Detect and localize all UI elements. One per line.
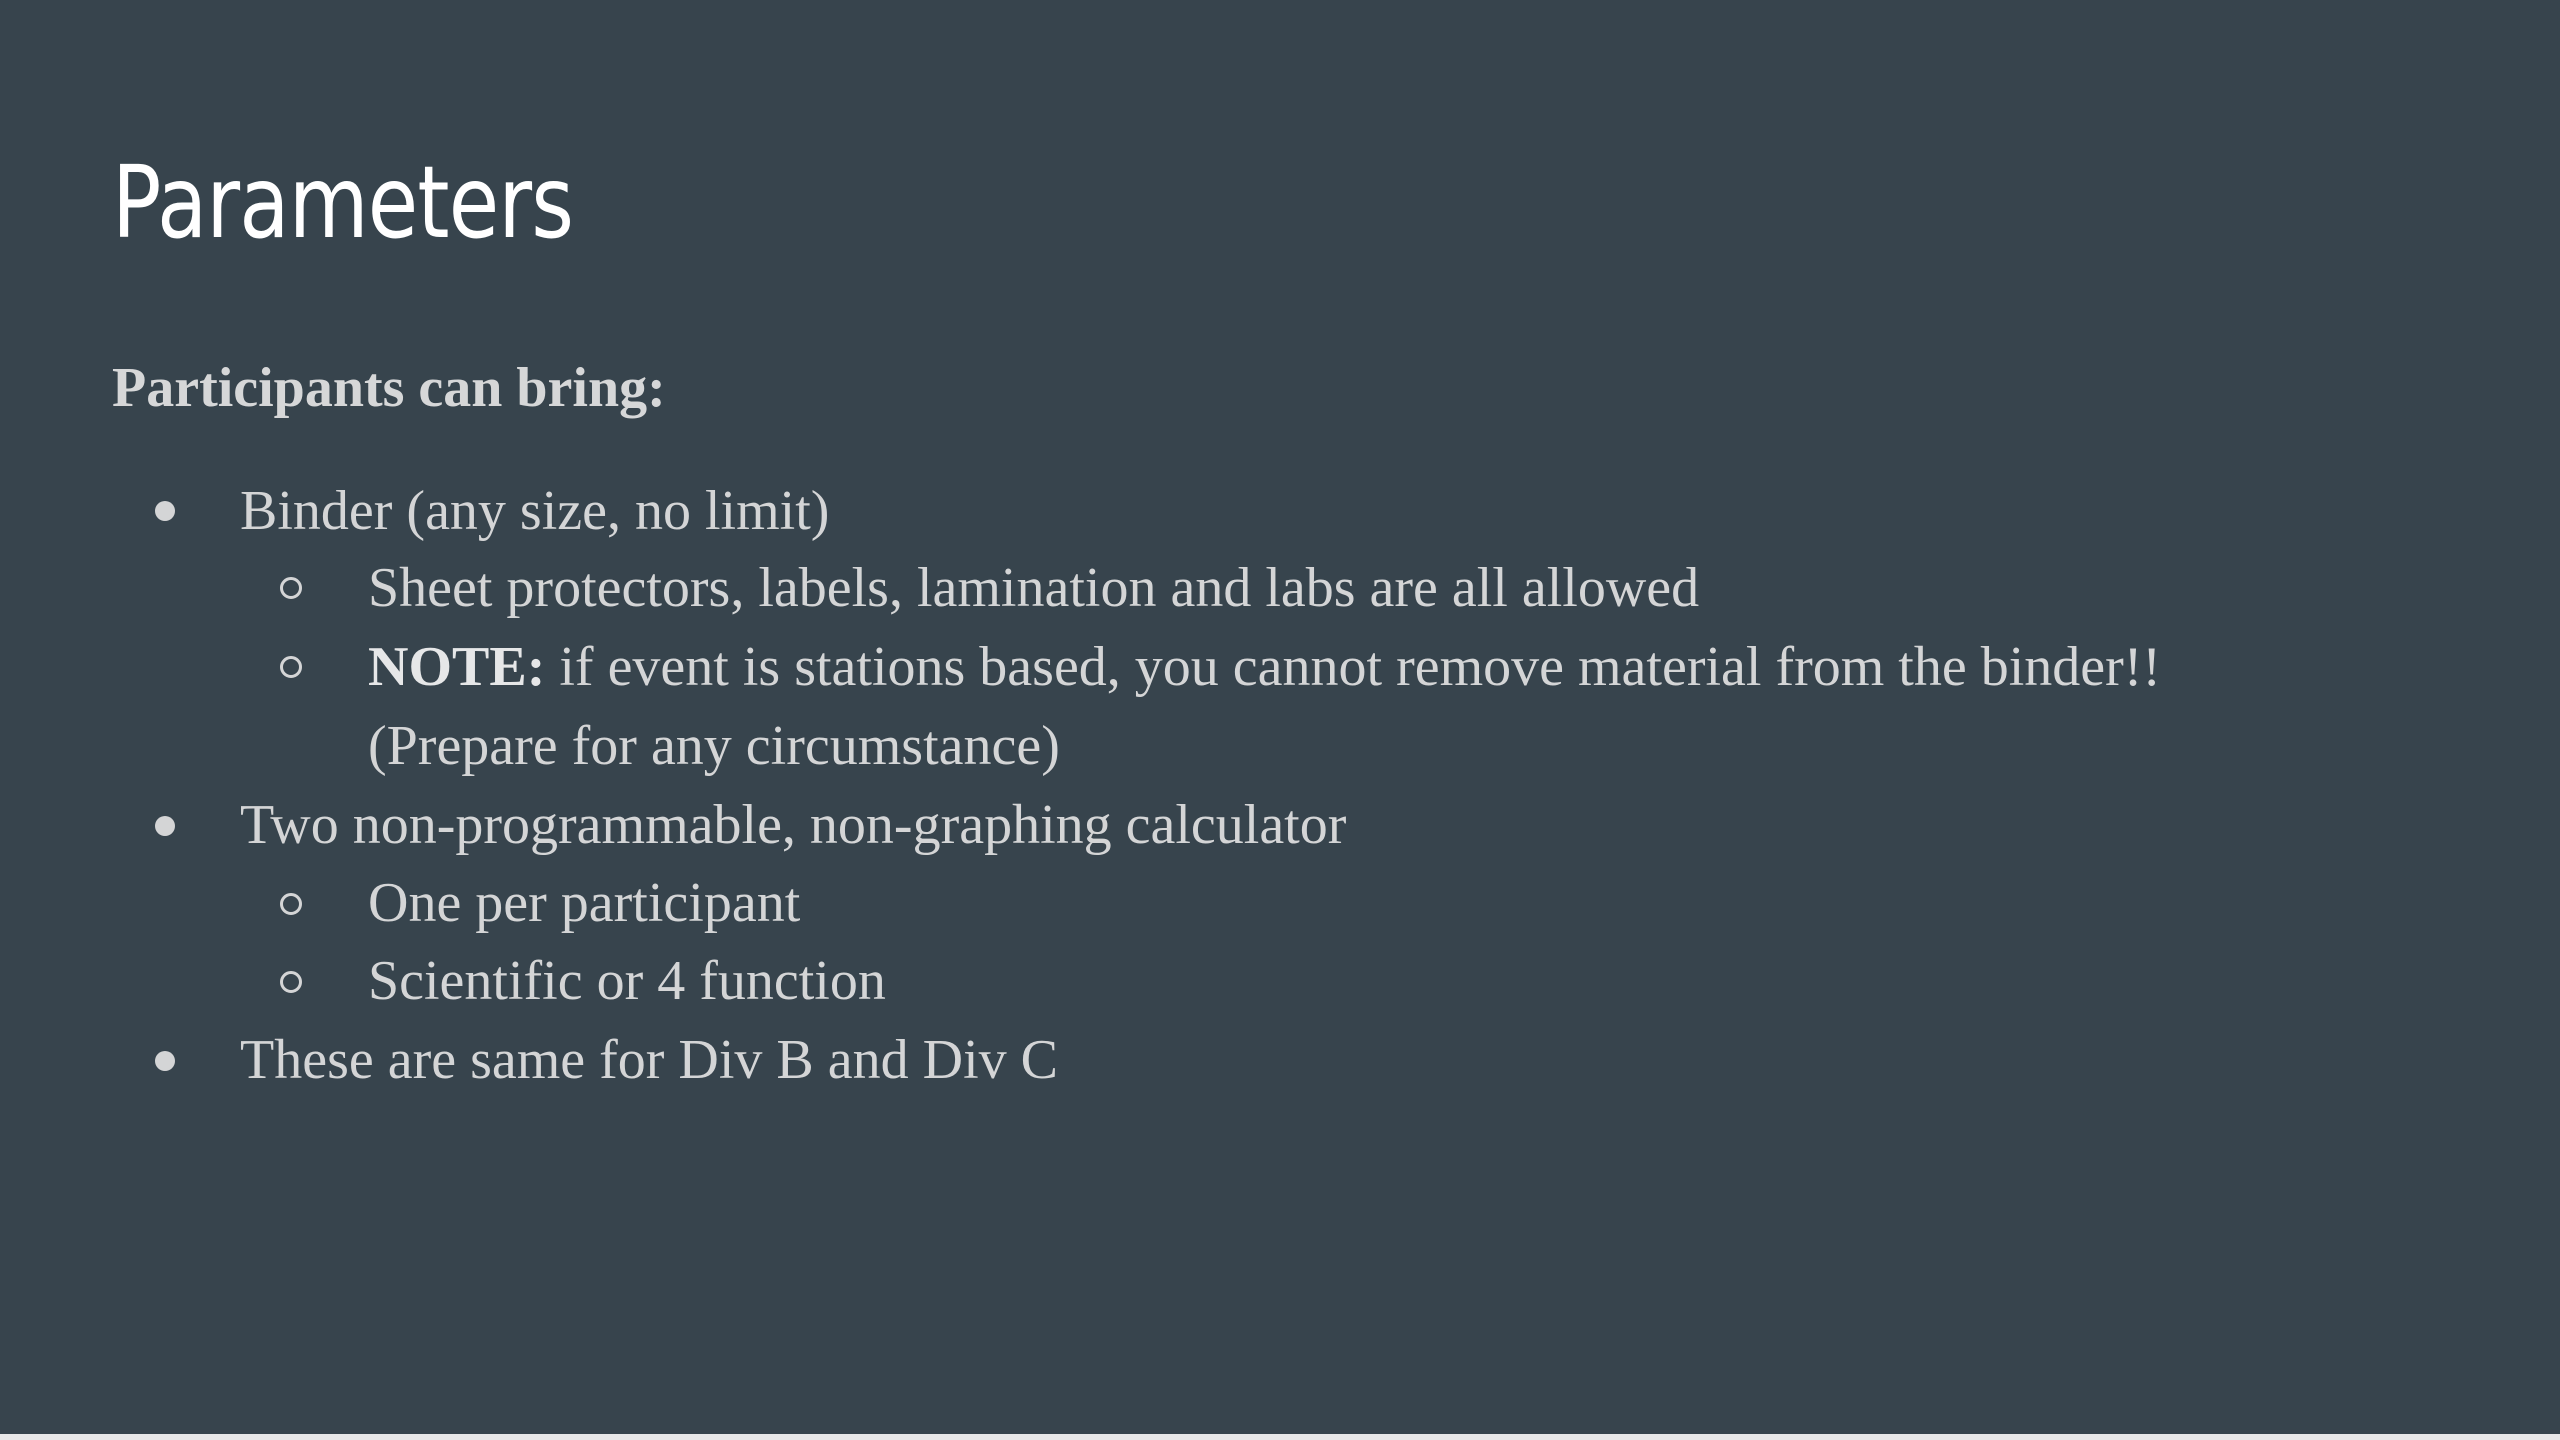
bullet-disc-icon	[155, 1051, 175, 1071]
bullet-circle-icon	[280, 656, 302, 678]
bullet-circle-icon	[280, 893, 302, 915]
subheading: Participants can bring:	[112, 357, 666, 419]
list-item-binder: Binder (any size, no limit)	[240, 480, 830, 542]
bullet-circle-icon	[280, 971, 302, 993]
bullet-disc-icon	[155, 816, 175, 836]
list-item-sheet-protectors: Sheet protectors, labels, lamination and labs are all allowed	[368, 557, 1700, 619]
list-item-one-per-participant: One per participant	[368, 872, 801, 934]
bullet-circle-icon	[280, 577, 302, 599]
note-label: NOTE:	[368, 636, 546, 698]
note-text: if event is stations based, you cannot remove material from the binder!!	[545, 636, 2162, 698]
list-item-note-continuation: (Prepare for any circumstance)	[368, 715, 1060, 777]
slide-title: Parameters	[112, 144, 574, 261]
list-item-calculator: Two non-programmable, non-graphing calculator	[240, 794, 1347, 856]
bottom-edge	[0, 1434, 2560, 1440]
list-item-note	[368, 628, 2161, 706]
list-item-scientific: Scientific or 4 function	[368, 950, 886, 1012]
list-item-div-b-c: These are same for Div B and Div C	[240, 1029, 1058, 1091]
bullet-disc-icon	[155, 501, 175, 521]
